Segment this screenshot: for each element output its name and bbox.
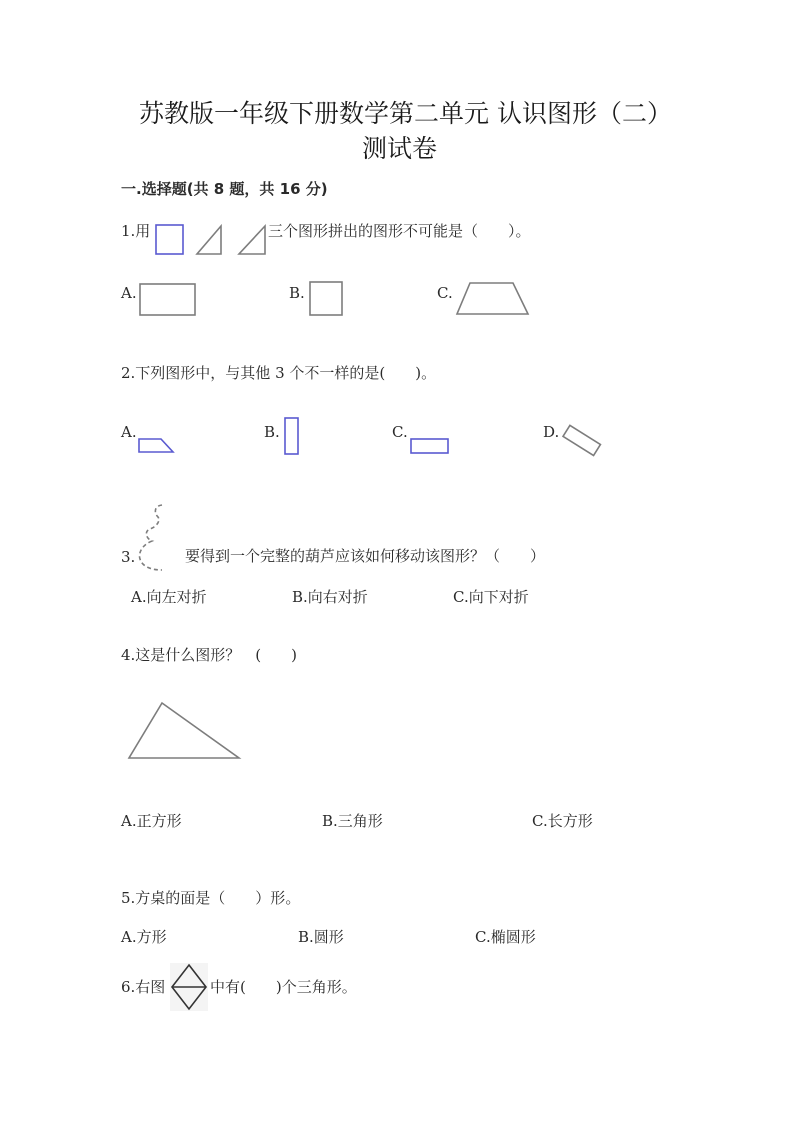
q1-right-triangle-icon-2 bbox=[237, 224, 269, 256]
q2-option-c-rectangle-icon bbox=[410, 438, 452, 456]
question-5-text: 5.方桌的面是（ ）形。 bbox=[121, 889, 301, 907]
q1-option-b-square-icon bbox=[309, 281, 345, 317]
page-subtitle: 测试卷 bbox=[362, 134, 438, 163]
q1-option-b[interactable]: B. bbox=[289, 284, 305, 302]
q1-option-c[interactable]: C. bbox=[437, 284, 453, 302]
q5-option-a[interactable]: A.方形 bbox=[121, 928, 167, 946]
q3-option-c[interactable]: C.向下对折 bbox=[453, 588, 529, 606]
q2-option-a-parallelogram-icon bbox=[137, 437, 177, 455]
q6-rhombus-divided-icon bbox=[170, 963, 210, 1013]
q2-option-d[interactable]: D. bbox=[543, 423, 560, 441]
q2-option-a[interactable]: A. bbox=[121, 423, 137, 441]
question-3-text: 要得到一个完整的葫芦应该如何移动该图形？（ ） bbox=[185, 547, 546, 565]
q2-option-b[interactable]: B. bbox=[264, 423, 280, 441]
q4-option-c[interactable]: C.长方形 bbox=[532, 812, 593, 830]
question-6-text: 中有( )个三角形。 bbox=[210, 978, 357, 996]
q1-right-triangle-icon bbox=[195, 224, 225, 256]
question-4-text: 4.这是什么图形？ ( ) bbox=[121, 646, 298, 664]
q1-option-a-rectangle-icon bbox=[139, 283, 199, 319]
q5-option-c[interactable]: C.椭圆形 bbox=[475, 928, 536, 946]
q2-option-b-rectangle-icon bbox=[284, 417, 302, 457]
q3-option-a[interactable]: A.向左对折 bbox=[131, 588, 207, 606]
q2-option-c[interactable]: C. bbox=[392, 423, 408, 441]
q1-option-c-trapezoid-icon bbox=[455, 281, 531, 317]
q5-option-b[interactable]: B.圆形 bbox=[298, 928, 344, 946]
section-header: 一.选择题(共 8 题，共 16 分) bbox=[121, 180, 328, 198]
q4-option-a[interactable]: A.正方形 bbox=[121, 812, 182, 830]
q1-square-icon bbox=[155, 224, 185, 256]
q3-option-b[interactable]: B.向右对折 bbox=[292, 588, 368, 606]
page-title: 苏教版一年级下册数学第二单元 认识图形（二） bbox=[139, 99, 672, 128]
question-1-text: 三个图形拼出的图形不可能是（ ）。 bbox=[268, 222, 531, 240]
question-6-prefix: 6.右图 bbox=[121, 978, 166, 996]
question-2-text: 2.下列图形中，与其他 3 个不一样的是( )。 bbox=[121, 364, 437, 382]
q3-half-gourd-icon bbox=[136, 503, 176, 573]
question-3-prefix: 3. bbox=[121, 548, 136, 566]
q1-option-a[interactable]: A. bbox=[121, 284, 137, 302]
q4-option-b[interactable]: B.三角形 bbox=[322, 812, 383, 830]
question-1-prefix: 1.用 bbox=[121, 222, 151, 240]
q2-option-d-rectangle-icon bbox=[560, 422, 604, 462]
q4-triangle-icon bbox=[126, 700, 244, 762]
